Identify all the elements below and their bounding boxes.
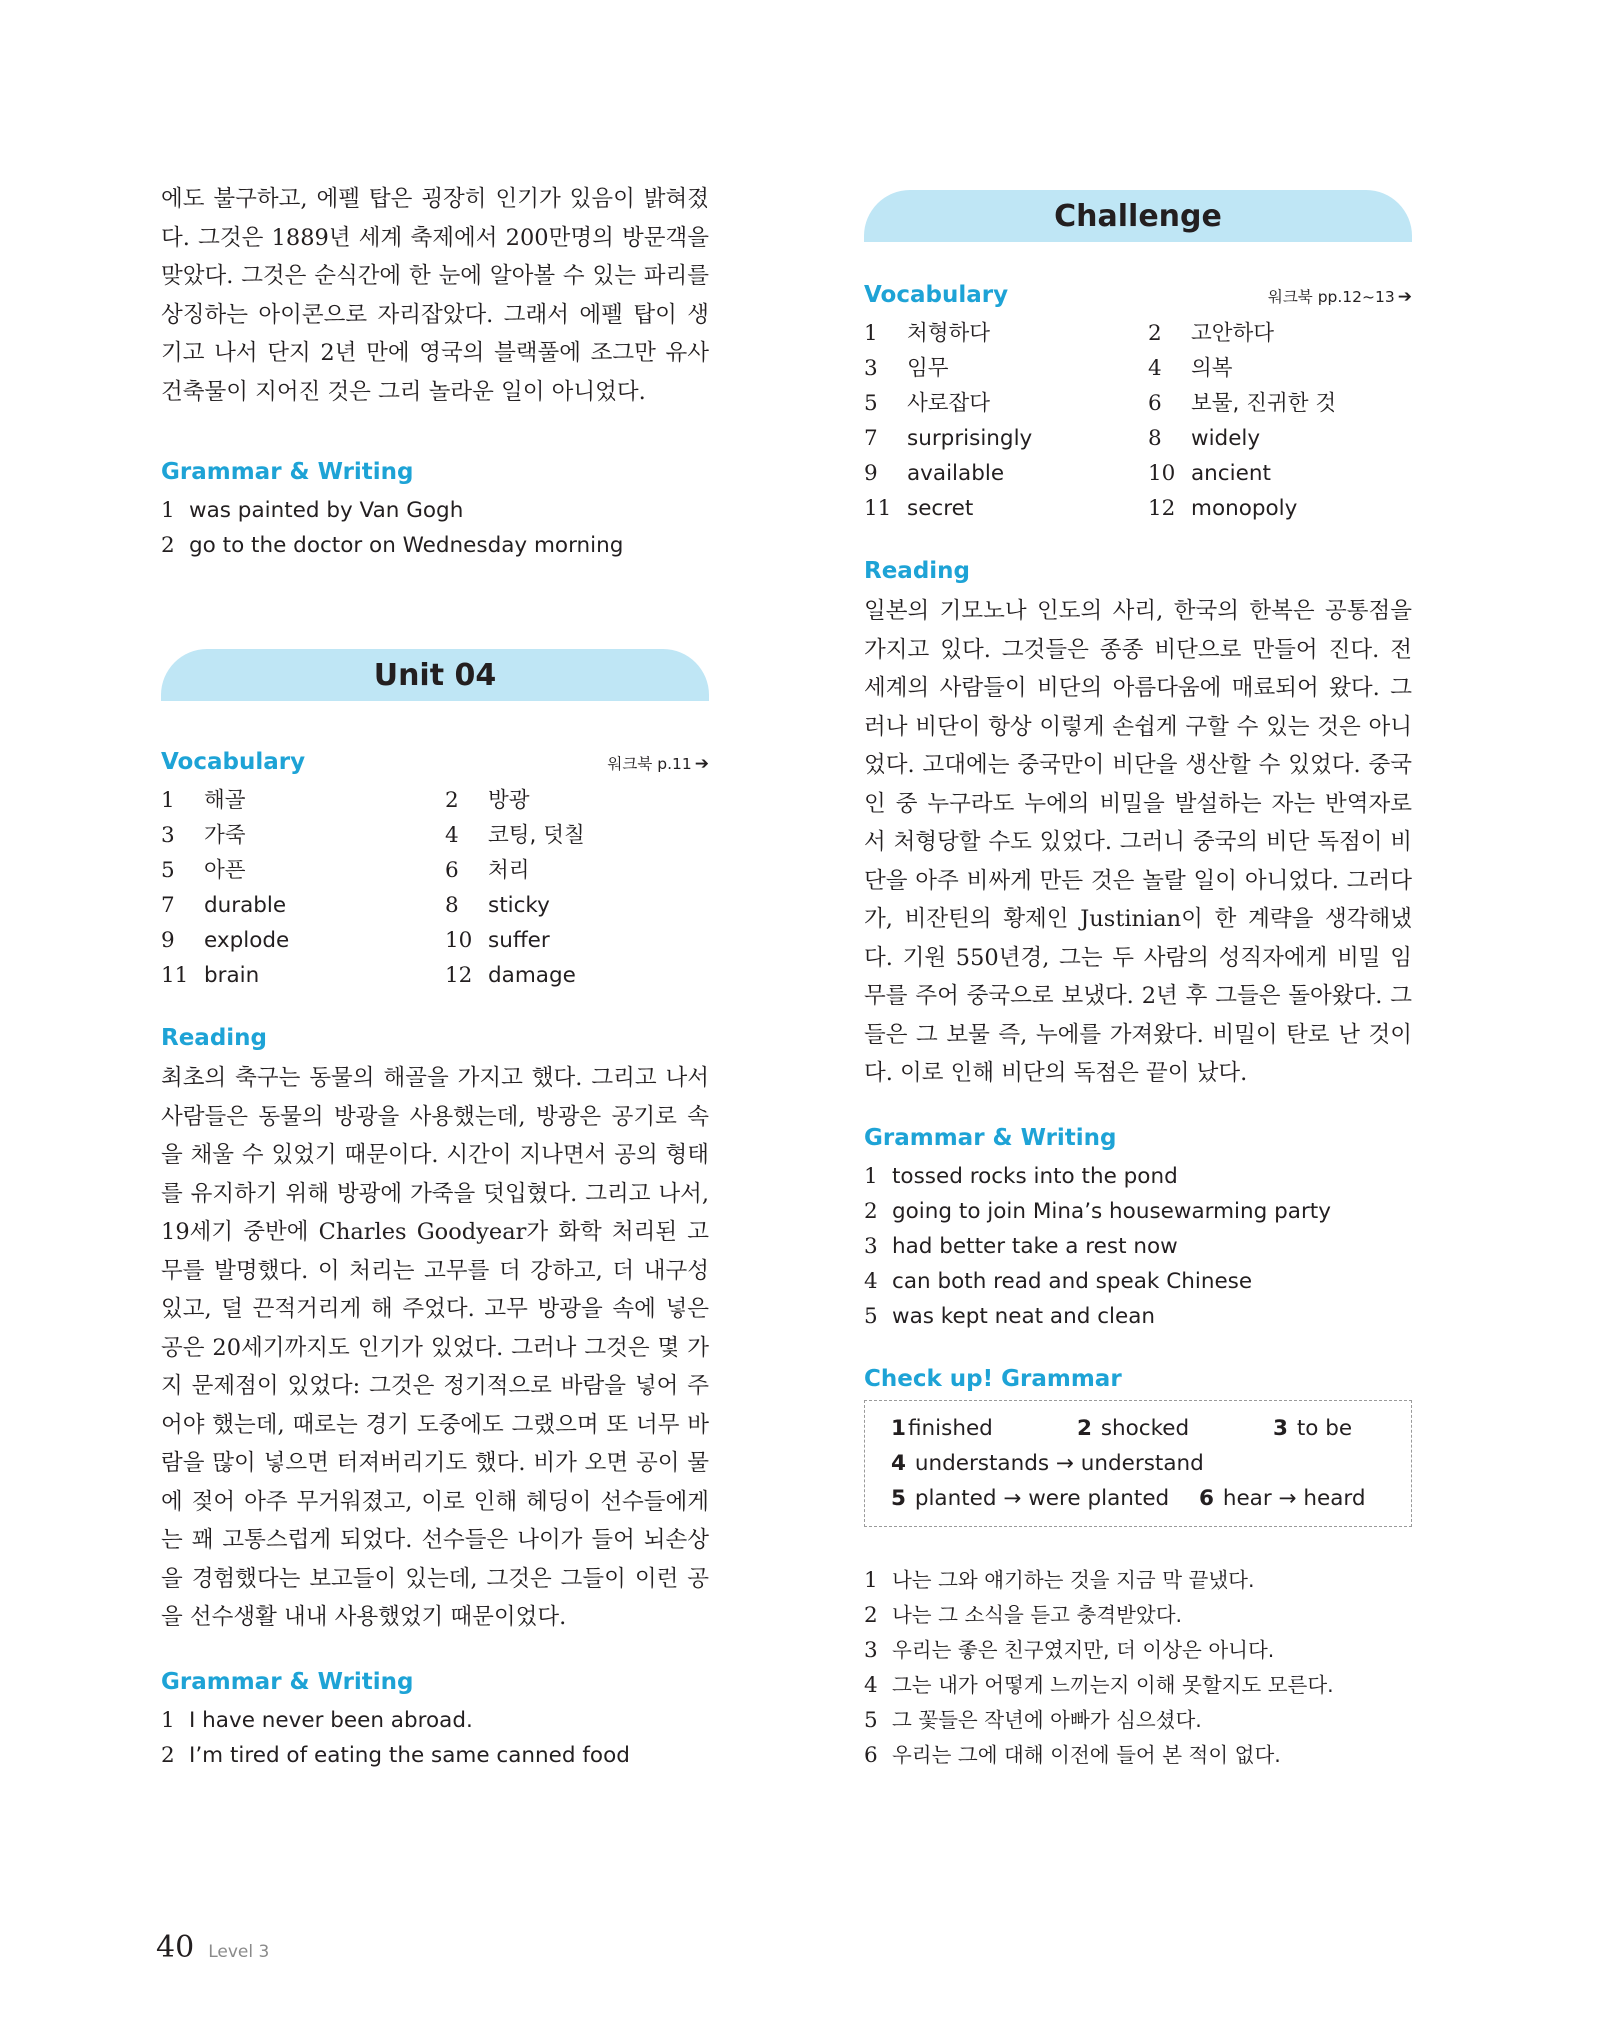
vocabulary-section (161, 747, 709, 993)
item-number: 3 (1273, 1415, 1288, 1441)
right-column (864, 190, 1412, 1773)
vocab-item (161, 888, 445, 923)
answer-row (891, 1411, 1387, 1446)
item-text: surprisingly (907, 426, 1033, 451)
arrow-right-icon: ➔ (1397, 287, 1412, 307)
item-number: 4 (891, 1450, 906, 1476)
item-text: 사로잡다 (907, 391, 991, 416)
section-title: Vocabulary (161, 749, 306, 775)
item-text: 방광 (488, 788, 530, 813)
item-number: 1 (864, 321, 878, 346)
item-text: 처리 (488, 858, 530, 883)
item-number: 10 (445, 928, 473, 953)
vocab-item (864, 351, 1148, 386)
vocab-item (445, 888, 709, 923)
intro-paragraph: 에도 불구하고, 에펠 탑은 굉장히 인기가 있음이 밝혀졌다. 그것은 1889년 세계 축제에서 200만명의 방문객을 맞았다. 그것은 순식간에 한 눈에 알아볼 수 있는 파리를 상징하는 아이콘으로 자리잡았다. 그래서 에펠 탑이 생기고 나서 단지 2년 만에 영국의 블랙풀에 조그만 유사 건축물이 지어진 것은 그리 놀라운 일이 아니었다. (161, 186, 709, 405)
vocab-item (161, 923, 445, 958)
vocab-item (1148, 316, 1412, 351)
section-title: Grammar & Writing (161, 1668, 414, 1695)
item-text: going to join Mina’s housewarming party (892, 1198, 1331, 1224)
item-number: 2 (445, 788, 459, 813)
item-text: 우리는 그에 대해 이전에 들어 본 적이 없다. (892, 1742, 1281, 1767)
item-text: to be (1296, 1415, 1353, 1441)
answer-item (1077, 1411, 1273, 1446)
unit-banner: Unit 04 (161, 649, 709, 701)
vocab-item (445, 783, 709, 818)
item-number: 6 (1199, 1485, 1214, 1511)
grammar-writing-section-2 (161, 1667, 709, 1773)
item-text: planted → were planted (914, 1485, 1170, 1511)
answer-row (891, 1446, 1387, 1481)
item-text: I’m tired of eating the same canned food (189, 1742, 630, 1768)
item-number: 5 (864, 1707, 878, 1733)
item-text: damage (488, 963, 576, 988)
item-text: sticky (488, 893, 550, 918)
list-item (864, 1229, 1412, 1264)
vocabulary-grid (161, 783, 709, 993)
list-item (864, 1598, 1412, 1633)
item-number: 1 (864, 1567, 878, 1593)
item-number: 8 (1148, 426, 1162, 451)
item-number: 6 (1148, 391, 1162, 416)
item-text: understands → understand (914, 1450, 1204, 1476)
vocab-item (161, 853, 445, 888)
vocab-item (445, 818, 709, 853)
vocab-item (445, 958, 709, 993)
item-text: 나는 그와 얘기하는 것을 지금 막 끝냈다. (892, 1567, 1255, 1592)
item-number: 8 (445, 893, 459, 918)
list-item (864, 1633, 1412, 1668)
section-title: Check up! Grammar (864, 1365, 1122, 1392)
item-number: 2 (161, 1742, 175, 1768)
list-item (161, 1738, 709, 1773)
item-text: shocked (1100, 1415, 1190, 1441)
item-number: 3 (864, 1637, 878, 1663)
item-number: 4 (864, 1672, 878, 1698)
answer-row (891, 1481, 1387, 1516)
item-text: monopoly (1191, 496, 1298, 521)
item-number: 4 (864, 1268, 878, 1294)
item-number: 1 (864, 1163, 878, 1189)
item-text: durable (204, 893, 287, 918)
vocab-item (1148, 386, 1412, 421)
section-title: Reading (161, 1025, 268, 1051)
item-number: 12 (445, 963, 473, 988)
reading-paragraph: 일본의 기모노나 인도의 사리, 한국의 한복은 공통점을 가지고 있다. 그것들은 종종 비단으로 만들어 진다. 전 세계의 사람들이 비단의 아름다움에 매료되어 왔다. 그러나 비단이 항상 이렇게 손쉽게 구할 수 있는 것은 아니었다. 고대에는 중국만이 비단을 생산할 수 있었다. 중국인 중 누구라도 누에의 비밀을 발설하는 자는 반역자로서 처형당할 수도 있었다. 그러니 중국의 비단 독점이 비단을 아주 비싸게 만든 것은 놀랄 일이 아니었다. 그러다가, 비잔틴의 황제인 Justinian이 한 계략을 생각해냈다. 기원 550년경, 그는 두 사람의 성직자에게 비밀 임무를 주어 중국으로 보냈다. 2년 후 그들은 돌아왔다. 그들은 그 보물 즉, 누에를 가져왔다. 비밀이 탄로 난 것이다. 이로 인해 비단의 독점은 끝이 났다. (864, 598, 1412, 1086)
list-item (864, 1194, 1412, 1229)
vocab-item (1148, 456, 1412, 491)
item-text: 우리는 좋은 친구였지만, 더 이상은 아니다. (892, 1637, 1275, 1662)
list-item (864, 1703, 1412, 1738)
item-number: 6 (864, 1742, 878, 1768)
item-text: widely (1191, 426, 1261, 451)
reading-section (864, 556, 1412, 1093)
item-text: 해골 (204, 788, 246, 813)
item-number: 12 (1148, 496, 1176, 521)
reading-paragraph: 최초의 축구는 동물의 해골을 가지고 했다. 그리고 나서 사람들은 동물의 방광을 사용했는데, 방광은 공기로 속을 채울 수 있었기 때문이다. 시간이 지나면서 공의 형태를 유지하기 위해 방광에 가죽을 덧입혔다. 그리고 나서, 19세기 중반에 Charles Goodyear가 화학 처리된 고무를 발명했다. 이 처리는 고무를 더 강하고, 더 내구성 있고, 덜 끈적거리게 해 주었다. 고무 방광을 속에 넣은 공은 20세기까지도 인기가 있었다. 그러나 그것은 몇 가지 문제점이 있었다: 그것은 정기적으로 바람을 넣어 주어야 했는데, 때로는 경기 도중에도 그랬으며 또 너무 바람을 많이 넣으면 터져버리기도 했다. 비가 오면 공이 물에 젖어 아주 무거워졌고, 이로 인해 헤딩이 선수들에게는 꽤 고통스럽게 되었다. 선수들은 나이가 들어 뇌손상을 경험했다는 보고들이 있는데, 그것은 그들이 이런 공을 선수생활 내내 사용했었기 때문이었다. (161, 1065, 709, 1630)
item-text: was kept neat and clean (892, 1303, 1156, 1329)
vocabulary-section (864, 280, 1412, 526)
item-number: 9 (864, 461, 878, 486)
answer-item (1273, 1411, 1352, 1446)
item-text: explode (204, 928, 290, 953)
section-title: Grammar & Writing (864, 1124, 1117, 1151)
item-text: available (907, 461, 1005, 486)
item-text: hear → heard (1222, 1485, 1366, 1511)
workbook-reference (1268, 285, 1412, 307)
vocab-item (864, 491, 1148, 526)
vocab-item (864, 456, 1148, 491)
vocab-item (161, 783, 445, 818)
item-number: 5 (864, 391, 878, 416)
item-number: 2 (1077, 1415, 1092, 1441)
page-footer (156, 1930, 269, 1965)
item-text: 임무 (907, 356, 949, 381)
item-number: 11 (864, 496, 892, 521)
vocab-item (864, 386, 1148, 421)
item-text: 처형하다 (907, 321, 991, 346)
item-text: 코팅, 덧칠 (488, 823, 585, 848)
item-number: 2 (1148, 321, 1162, 346)
item-number: 2 (864, 1198, 878, 1224)
item-number: 3 (864, 356, 878, 381)
list-item (161, 528, 709, 563)
item-text: 나는 그 소식을 듣고 충격받았다. (892, 1602, 1183, 1627)
item-text: ancient (1191, 461, 1271, 486)
list-item (161, 1703, 709, 1738)
page-number: 40 (156, 1930, 195, 1965)
item-text: suffer (488, 928, 550, 953)
workbook-ref-text: 워크북 p.11 (607, 755, 692, 773)
list-item (864, 1563, 1412, 1598)
item-text: 그 꽃들은 작년에 아빠가 심으셨다. (892, 1707, 1202, 1732)
item-number: 1 (161, 1707, 175, 1733)
item-text: 고안하다 (1191, 321, 1275, 346)
challenge-banner: Challenge (864, 190, 1412, 242)
item-text: 의복 (1191, 356, 1233, 381)
item-text: was painted by Van Gogh (189, 498, 464, 523)
list-item (864, 1299, 1412, 1334)
item-text: go to the doctor on Wednesday morning (189, 533, 624, 558)
vocabulary-grid (864, 316, 1412, 526)
item-text: had better take a rest now (892, 1233, 1178, 1259)
item-number: 11 (161, 963, 189, 988)
answer-item (891, 1446, 1204, 1481)
item-text: can both read and speak Chinese (892, 1268, 1253, 1294)
reading-section (161, 1023, 709, 1637)
answer-box (864, 1400, 1412, 1527)
vocab-item (161, 818, 445, 853)
left-column (161, 180, 709, 1773)
vocab-item (1148, 351, 1412, 386)
translation-list (864, 1563, 1412, 1773)
list-item (864, 1668, 1412, 1703)
item-number: 7 (864, 426, 878, 451)
grammar-writing-section (864, 1123, 1412, 1334)
list-item (864, 1738, 1412, 1773)
vocab-item (445, 923, 709, 958)
level-label: Level 3 (208, 1942, 270, 1962)
section-title: Grammar & Writing (161, 459, 414, 485)
item-number: 5 (161, 858, 175, 883)
item-number: 4 (445, 823, 459, 848)
arrow-right-icon: ➔ (694, 754, 709, 774)
item-number: 3 (161, 823, 175, 848)
section-title: Reading (864, 558, 971, 584)
item-number: 1 (161, 788, 175, 813)
item-number: 1 (161, 498, 175, 523)
item-number: 2 (161, 533, 175, 558)
workbook-ref-text: 워크북 pp.12~13 (1267, 288, 1395, 306)
vocab-item (161, 958, 445, 993)
item-text: I have never been abroad. (189, 1707, 473, 1733)
checkup-grammar-section (864, 1364, 1412, 1527)
item-number: 2 (864, 1602, 878, 1628)
item-text: secret (907, 496, 974, 521)
list-item (864, 1159, 1412, 1194)
item-number: 1 (891, 1415, 906, 1441)
grammar-writing-section-1 (161, 457, 709, 563)
answer-item (891, 1411, 1077, 1446)
item-text: 그는 내가 어떻게 느끼는지 이해 못할지도 모른다. (892, 1672, 1334, 1697)
workbook-reference (607, 752, 709, 774)
item-text: 가죽 (204, 823, 246, 848)
item-number: 3 (864, 1233, 878, 1259)
item-number: 5 (891, 1485, 906, 1511)
answer-item (891, 1481, 1199, 1516)
item-text: 보물, 진귀한 것 (1191, 391, 1337, 416)
item-number: 9 (161, 928, 175, 953)
item-text: brain (204, 963, 260, 988)
item-text: finished (907, 1415, 993, 1441)
section-title: Vocabulary (864, 282, 1009, 308)
list-item (864, 1264, 1412, 1299)
item-text: 아픈 (204, 858, 246, 883)
item-number: 7 (161, 893, 175, 918)
item-number: 6 (445, 858, 459, 883)
vocab-item (445, 853, 709, 888)
item-number: 4 (1148, 356, 1162, 381)
vocab-item (1148, 421, 1412, 456)
vocab-item (864, 316, 1148, 351)
item-number: 10 (1148, 461, 1176, 486)
vocab-item (864, 421, 1148, 456)
list-item (161, 493, 709, 528)
vocab-item (1148, 491, 1412, 526)
answer-item (1199, 1481, 1366, 1516)
item-number: 5 (864, 1303, 878, 1329)
item-text: tossed rocks into the pond (892, 1163, 1178, 1189)
